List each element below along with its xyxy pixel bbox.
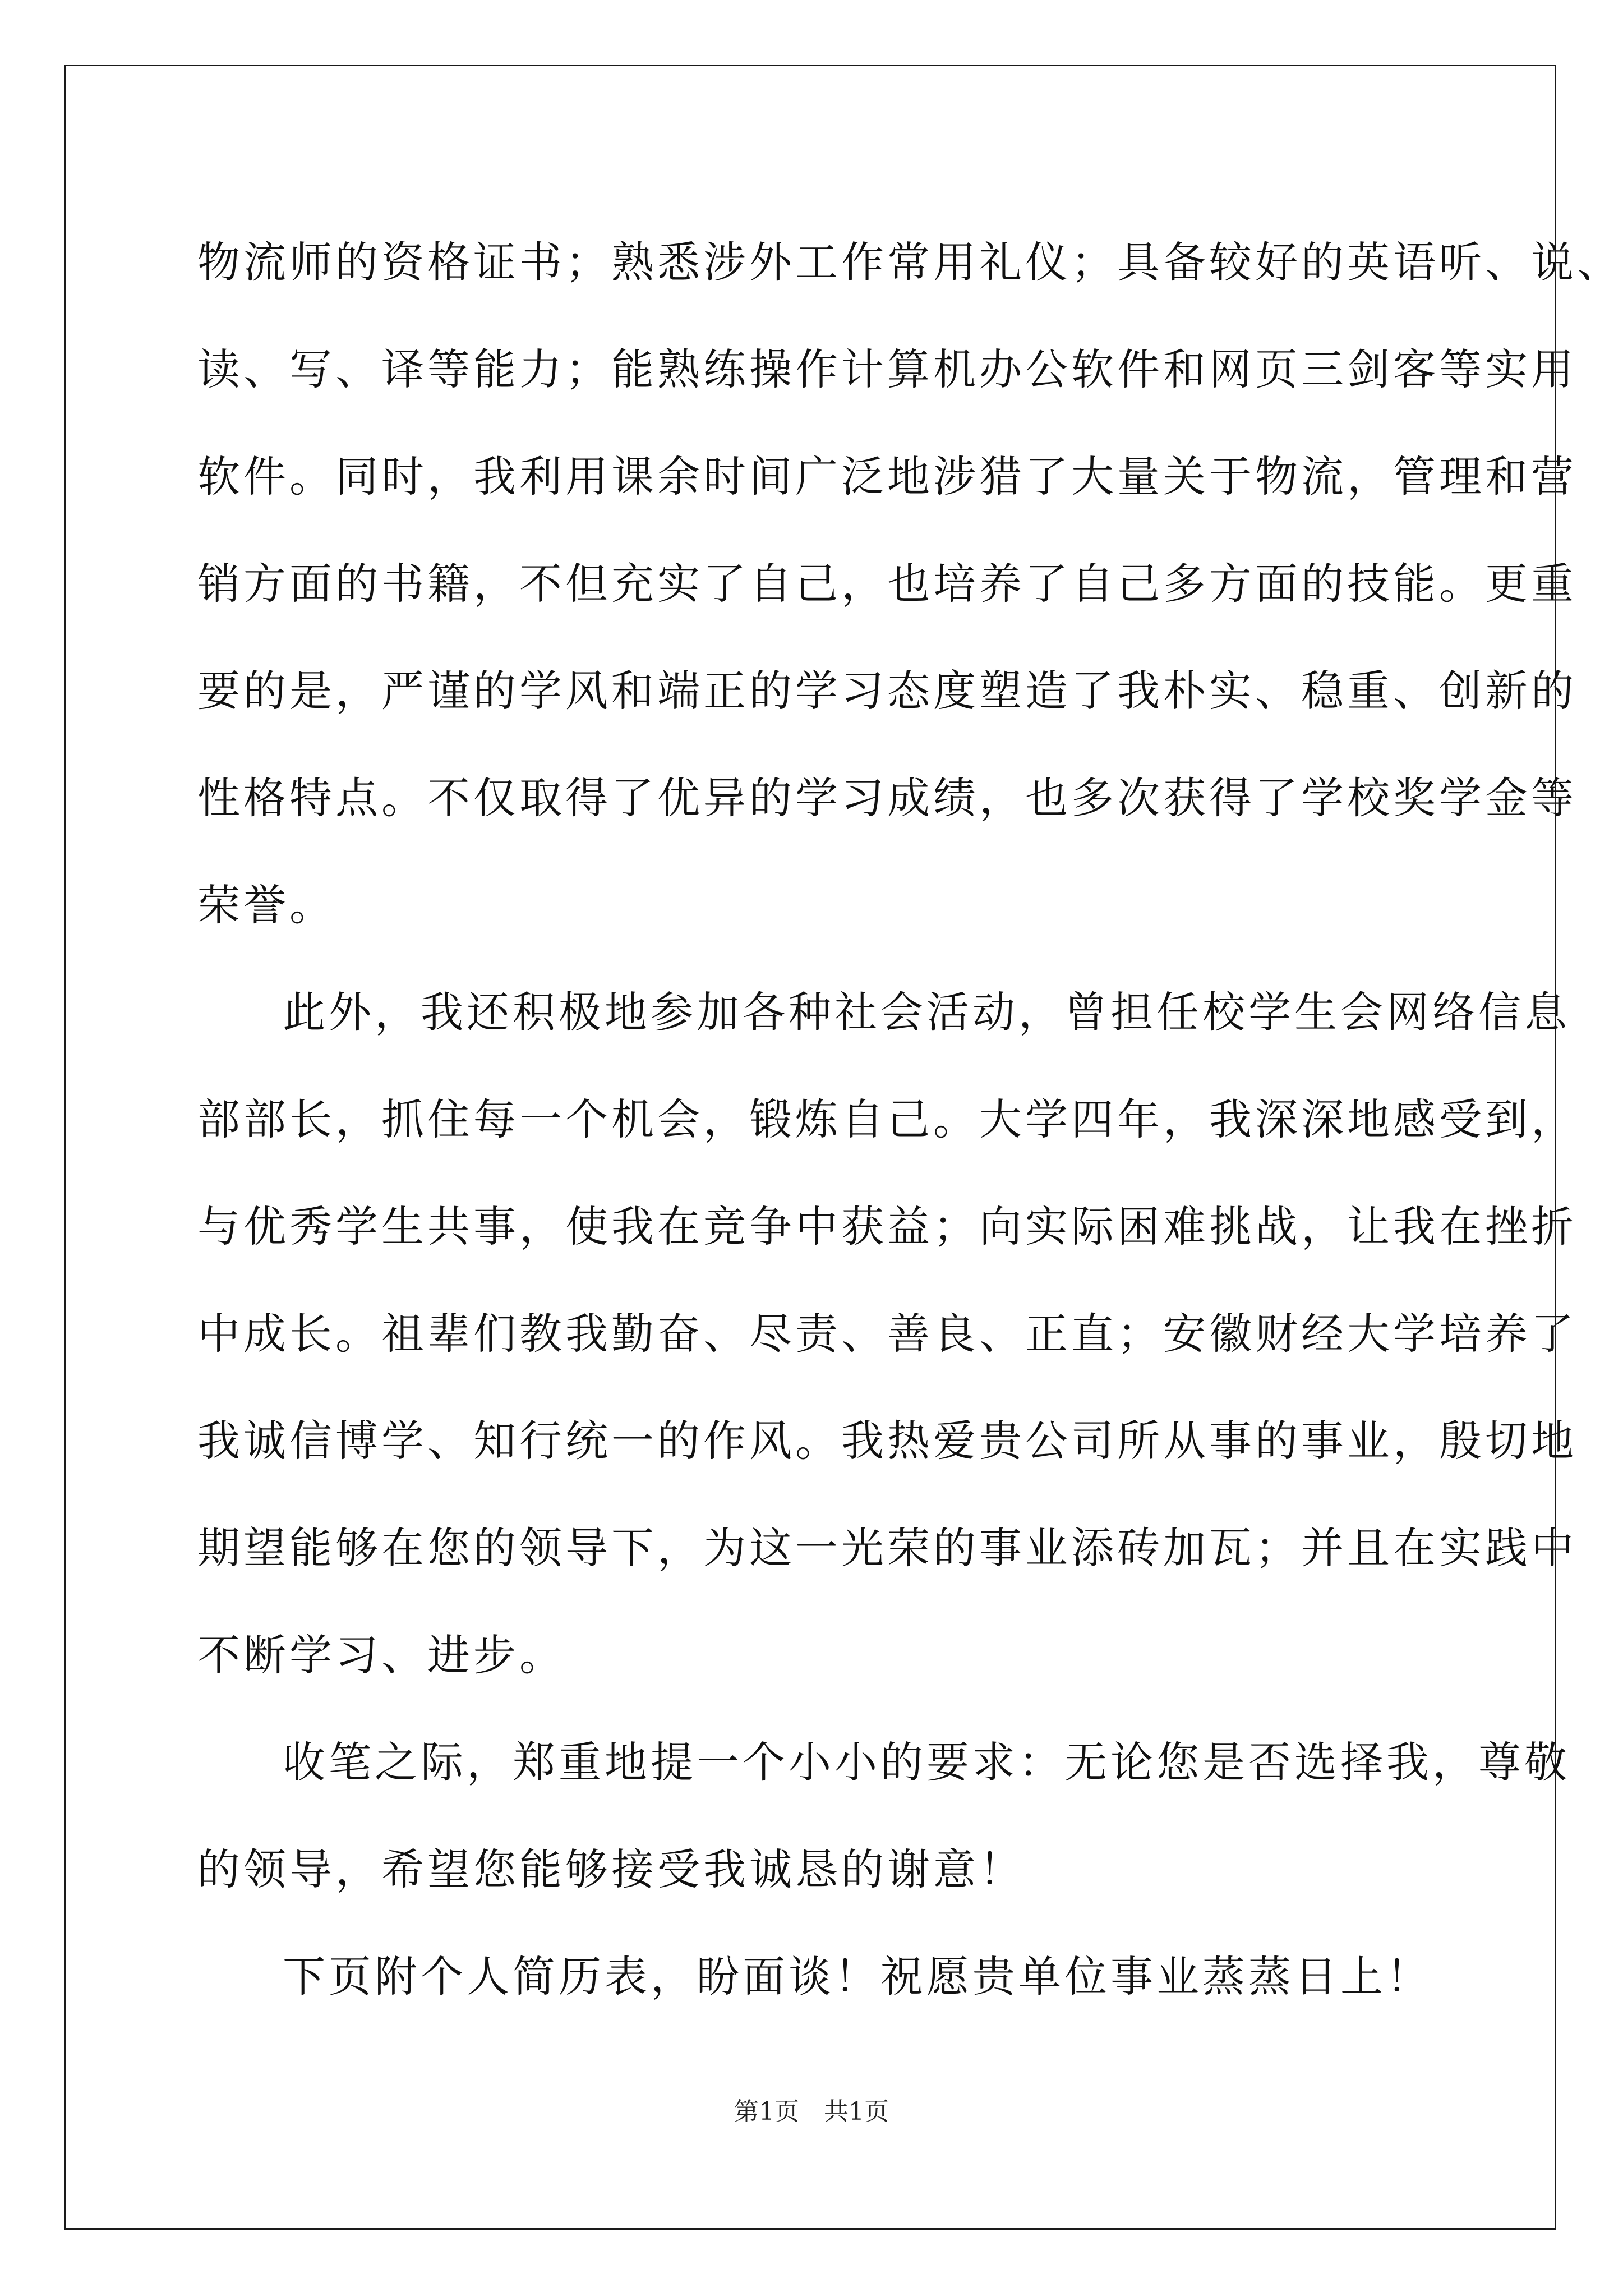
text-line: 软件。同时，我利用课余时间广泛地涉猎了大量关于物流，管理和营 — [197, 452, 1577, 501]
letter-body — [197, 209, 1623, 2030]
text-line: 不断学习、进步。 — [197, 1630, 565, 1680]
paragraph-start-line: 此外，我还积极地参加各种社会活动，曾担任校学生会网络信息 — [283, 987, 1570, 1037]
page-number-footer: 第1页 共1页 — [734, 2097, 889, 2126]
text-line: 我诚信博学、知行统一的作风。我热爱贵公司所从事的事业，殷切地 — [197, 1416, 1577, 1466]
text-line: 期望能够在您的领导下，为这一光荣的事业添砖加瓦；并且在实践中 — [197, 1523, 1577, 1573]
paragraph-start-line: 收笔之际，郑重地提一个小小的要求：无论您是否选择我，尊敬 — [283, 1737, 1570, 1787]
text-line: 的领导，希望您能够接受我诚恳的谢意！ — [197, 1844, 1025, 1894]
text-line: 部部长，抓住每一个机会，锻炼自己。大学四年，我深深地感受到， — [197, 1094, 1577, 1144]
paragraph-start-line: 下页附个人简历表，盼面谈！祝愿贵单位事业蒸蒸日上！ — [283, 1952, 1432, 2001]
text-line: 与优秀学生共事，使我在竞争中获益；向实际困难挑战，让我在挫折 — [197, 1202, 1577, 1251]
text-line: 读、写、译等能力；能熟练操作计算机办公软件和网页三剑客等实用 — [197, 344, 1577, 394]
text-line: 荣誉。 — [197, 880, 335, 930]
text-line: 要的是，严谨的学风和端正的学习态度塑造了我朴实、稳重、创新的 — [197, 666, 1577, 716]
text-line: 销方面的书籍，不但充实了自己，也培养了自己多方面的技能。更重 — [197, 559, 1577, 609]
text-line: 中成长。祖辈们教我勤奋、尽责、善良、正直；安徽财经大学培养了 — [197, 1309, 1577, 1359]
text-line: 性格特点。不仅取得了优异的学习成绩，也多次获得了学校奖学金等 — [197, 773, 1577, 823]
text-line: 物流师的资格证书；熟悉涉外工作常用礼仪；具备较好的英语听、说、 — [197, 237, 1623, 287]
